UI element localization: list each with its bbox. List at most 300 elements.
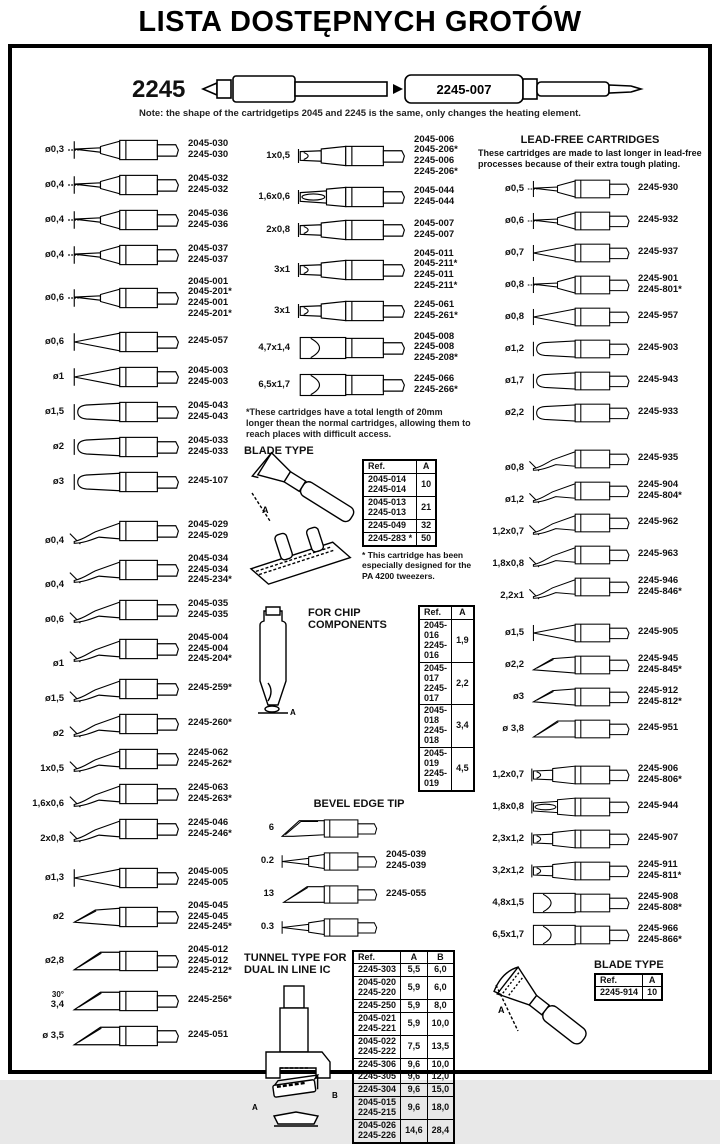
table-header-cell: A [452,606,474,619]
tip-illustration [67,596,183,624]
tip-part-numbers [638,764,682,785]
tip-dimension-label: ø1,5 [44,693,64,705]
tip-part-numbers [188,476,228,487]
part-number: 2245-011 [414,269,454,280]
lead-free-title: LEAD-FREE CARTRIDGES [520,134,660,146]
tip-dimension-label: ø0,4 [44,213,64,225]
lead-free-description: These cartridges are made to last longer in lead-free processes because of their extra tough plating. [478,148,702,169]
table-value-cell: 10,0 [427,1058,454,1071]
tip-part-numbers [638,480,682,501]
catalog-columns [12,132,708,1140]
tip-part-numbers [386,889,426,900]
part-number: 2245-204* [188,653,232,665]
part-number: 2045-206* [414,144,458,156]
tip-dimension-label: ø2,8 [44,955,64,967]
tip-part-numbers [188,945,232,977]
part-number: 2045-030 [188,137,229,149]
tip-dimension-label: 1,6x0,6 [258,190,291,202]
part-number: 2245-262* [188,757,232,769]
tip-illustration [67,745,183,773]
part-number: 2245-263* [188,792,232,804]
blade-type-illustration [244,459,362,599]
tip-row [18,811,240,846]
tip-dimension-label: ø0,6 [44,335,64,347]
part-number: 2245-055 [386,887,427,899]
tip-row [18,513,240,548]
tip-dimension-label: ø2,2 [505,658,525,670]
tip-row [478,475,702,507]
tip-dimension-label: ø3 [52,475,64,487]
tip-illustration [527,336,633,362]
tip-dimension-label: 1,8x0,8 [492,800,525,812]
tip-part-numbers [414,219,454,240]
part-number: 2245-019 [424,767,448,788]
table-value-cell: 21 [417,497,437,520]
tip-row [478,713,702,745]
table-row [353,1058,454,1071]
tip-illustration [527,446,633,472]
part-number: 2045-020 [358,977,397,988]
tip-dimension-label: ø2 [52,440,64,452]
part-number: 2245-933 [638,406,679,418]
table-value-cell: 5,9 [401,1000,428,1013]
tip-row [478,507,702,539]
table-header-cell: Ref. [353,951,401,964]
tip-illustration [277,816,381,841]
part-number: 2245-806* [638,773,682,785]
lead-free-blade-dim-letter: A [498,1004,505,1015]
bevel-edge-items [244,812,474,944]
tip-dimension-label: 1x0,5 [40,763,64,775]
tip-dimension-label: 3x1 [274,264,291,276]
tip-row [18,895,240,939]
tip-illustration [527,652,633,678]
tip-dimension-label: 1,8x0,8 [492,557,525,569]
tip-part-numbers [188,901,232,933]
part-number: 2245-066 [414,372,455,384]
tip-illustration [67,987,183,1015]
tip-part-numbers [188,520,228,541]
tip-illustration [527,368,633,394]
tip-part-numbers [638,723,678,734]
part-number: 2245-062 [188,746,229,758]
tip-part-numbers [188,1030,228,1041]
part-number: 2045-026 [358,1120,397,1130]
tip-dimension-label: ø1,5 [505,626,525,638]
tunnel-type-table [352,950,455,1144]
tip-part-numbers [188,336,228,347]
table-header-cell: A [417,460,437,473]
tip-illustration [67,136,183,164]
blade-dim-letter: A [262,505,269,516]
table-row [353,1071,454,1084]
table-value-cell: 6,0 [427,977,454,1000]
part-number: 2245-246* [188,827,232,839]
part-number: 2045-029 [188,518,229,530]
tip-row [18,860,240,895]
table-header-cell: B [427,951,454,964]
tip-part-numbers [638,343,678,354]
tip-dimension-label: ø3 [512,690,525,702]
part-number: 2245-033 [188,445,229,457]
tip-illustration [527,208,633,234]
tip-part-numbers [188,554,232,586]
part-number: 2245-903 [638,342,679,354]
tip-dimension-label: ø1 [52,658,64,670]
part-number: 2245-846* [638,585,682,597]
tip-illustration [293,183,409,211]
tip-part-numbers [188,209,228,230]
tip-row [244,327,474,368]
tip-part-numbers [188,599,228,620]
table-header-cell: A [401,951,428,964]
part-number: 2245-014 [368,484,407,495]
tip-part-numbers [188,867,228,888]
tip-dimension-label: 2x0,8 [40,833,64,845]
part-number: 2045-012 [188,944,229,956]
part-number: 2045-022 [358,1035,397,1046]
part-number: 2245-906 [638,762,679,774]
tip-row [244,294,474,327]
page-title: LISTA DOSTĘPNYCH GROTÓW [138,6,582,38]
part-number: 2045-004 [188,632,229,644]
part-number: 2245-908 [638,890,679,902]
tip-part-numbers [638,801,678,812]
part-number: 2245-963 [638,548,679,560]
tip-part-numbers [188,718,232,729]
tip-part-numbers [188,244,228,265]
table-ref-cell [353,977,401,1000]
tip-part-numbers [638,833,678,844]
table-row [353,964,454,977]
tip-row [244,180,474,213]
table-ref-cell [419,705,452,748]
tip-dimension-label: 3x1 [274,304,291,316]
part-number: 2045-016 [424,620,448,641]
part-number: 2045-003 [188,364,229,376]
table-row [419,662,474,705]
tip-illustration [527,574,633,600]
tip-dimension-label: 4,7x1,4 [258,341,291,353]
tip-part-numbers [414,332,458,364]
tip-row [478,443,702,475]
tip-illustration [527,922,633,948]
tip-dimension-label: ø1 [52,370,64,382]
part-number: 2245-808* [638,901,682,913]
part-number: 2245-930 [638,182,679,194]
part-number: 2245-036 [188,218,229,230]
tip-part-numbers [638,274,682,295]
tip-illustration [527,684,633,710]
tip-illustration [67,815,183,843]
tip-row [18,548,240,592]
part-number: 2245-215 [358,1107,397,1118]
part-number: 2245-812* [638,695,682,707]
tip-part-numbers [414,249,457,292]
part-number: 2245-007 [414,228,455,240]
tip-dimension-label: ø1,2 [505,493,525,505]
tip-dimension-label: ø0,3 [44,143,64,155]
tip-dimension-label: 2,2x1 [500,589,525,601]
tip-row [18,324,240,359]
tip-row [18,741,240,776]
table-row [353,1084,454,1097]
chip-components-table-wrap [418,605,475,791]
table-row [363,532,436,545]
tip-illustration [527,272,633,298]
tip-part-numbers [414,374,458,395]
tip-dimension-label: ø0,6 [505,214,525,226]
part-number: 2045-014 [368,474,407,485]
tip-illustration [67,556,183,584]
tip-part-numbers [638,576,682,597]
tip-illustration [293,142,409,170]
tip-row [244,878,474,911]
section-gap [18,499,240,513]
part-number: 2245-006 [414,155,455,166]
table-ref-cell [419,620,452,663]
table-ref-cell [595,987,643,1000]
part-number: 2245-261* [414,309,458,321]
part-number: 2245-061 [414,298,455,310]
part-number: 2245-039 [386,860,427,872]
part-number: 2245-951 [638,722,679,734]
part-number: 2045-011 [414,247,454,259]
tip-dimension-label: ø 3,8 [502,722,525,734]
part-number: 2245-107 [188,475,229,487]
section-gap [478,603,702,617]
tip-row [18,429,240,464]
tunnel-type-illustration [244,978,344,1128]
tip-part-numbers [638,375,678,386]
tip-dimension-label: ø2,2 [505,406,525,418]
part-number: 2245-234* [188,574,232,586]
tip-illustration [67,710,183,738]
blade-type-title: BLADE TYPE [244,445,314,458]
tip-dimension-label: ø2 [52,728,64,740]
tip-angle-label: 30° [51,990,64,1000]
tip-dimension-label: ø0,6 [44,614,64,626]
tip-row [18,671,240,706]
part-number: 2245-914 [600,987,639,998]
part-number: 2245-049 [368,519,407,530]
tip-illustration [67,468,183,496]
tip-dimension-label: 4,8x1,5 [492,896,525,908]
part-number: 2245-945 [638,652,679,664]
part-number: 2245-266* [414,383,458,395]
table-ref-cell [363,519,417,532]
tip-part-numbers [638,183,678,194]
table-ref-cell [419,662,452,705]
tip-dimension-label: 2,3x1,2 [492,832,525,844]
tip-dimension-label: 0.2 [260,855,275,867]
section-gap [478,745,702,759]
part-number: 2245-907 [638,832,679,844]
tip-part-numbers [188,366,228,387]
part-number: 2245-032 [188,183,229,195]
table-value-cell: 9,6 [401,1097,428,1120]
blade-type-note: * This cartridge has been especially designed for the PA 4200 tweezers. [362,549,472,581]
part-number: 2245-943 [638,374,679,386]
table-value-cell: 10 [643,987,663,1000]
tip-part-numbers [638,686,682,707]
part-number: 2245-905 [638,626,679,638]
tip-dimension-label: ø0,4 [44,535,64,547]
part-number: 2245-046 [188,816,229,828]
tip-dimension-label: 1,2x0,7 [492,768,525,780]
tip-dimension-label: ø0,5 [505,182,525,194]
tip-row [244,812,474,845]
tip-row [18,394,240,429]
tip-illustration [67,947,183,975]
tip-part-numbers [188,174,228,195]
part-number: 2045-033 [188,434,229,446]
tip-illustration [527,620,633,646]
tip-row [244,911,474,944]
lead-free-blade-type-section [478,957,702,1073]
part-number: 2045-043 [188,399,229,411]
tip-illustration [527,542,633,568]
tip-part-numbers [638,517,678,528]
blade-type-table [362,459,437,546]
table-row [419,705,474,748]
tip-illustration [67,328,183,356]
tip-part-numbers [188,818,232,839]
tip-row [244,213,474,246]
part-number: 2245-250 [358,1000,397,1011]
tip-row [478,173,702,205]
tip-row [478,237,702,269]
tip-part-numbers [188,995,232,1006]
table-ref-cell [353,1000,401,1013]
part-number: 2245-008 [414,341,455,353]
tip-row [478,397,702,429]
chip-dim-letter: A [290,708,296,718]
tip-part-numbers [638,654,682,675]
table-ref-cell [419,747,452,790]
table-ref-cell [363,474,417,497]
part-number: 2245-017 [424,682,448,703]
tip-dimension-label: ø1,2 [505,342,525,354]
part-number: 2045-006 [414,133,455,145]
table-value-cell: 9,6 [401,1084,428,1097]
tip-part-numbers [638,549,678,560]
bevel-edge-section [244,798,474,944]
tip-illustration [67,780,183,808]
part-number: 2245-957 [638,310,679,322]
tip-illustration [527,890,633,916]
table-row [353,1120,454,1143]
section-gap [478,429,702,443]
tip-illustration [527,400,633,426]
tip-row [478,617,702,649]
table-value-cell: 5,9 [401,977,428,1000]
table-row [363,519,436,532]
part-number: 2245-804* [638,489,682,501]
tip-part-numbers [414,135,458,178]
tip-illustration [527,794,633,820]
tip-part-numbers [638,860,681,881]
part-number: 2245-003 [188,375,229,387]
table-row [363,474,436,497]
part-number: 2245-013 [368,506,407,517]
tip-illustration [67,903,183,931]
tip-dimension-label: ø0,7 [505,246,525,258]
tip-dimension-label: 3,2x1,2 [492,864,525,876]
table-value-cell: 7,5 [401,1035,428,1058]
table-value-cell: 1,9 [452,620,474,663]
table-value-cell: 13,5 [427,1035,454,1058]
tip-dimension-label: ø0,8 [505,278,525,290]
table-ref-cell [353,1058,401,1071]
tip-dimension-label: ø1,7 [505,374,525,386]
tip-illustration [67,363,183,391]
tip-illustration [67,635,183,663]
tip-row [478,571,702,603]
part-number: 2045-044 [414,184,455,196]
tip-dimension-label: ø0,4 [44,579,64,591]
part-number: 2245-037 [188,253,229,265]
table-value-cell: 3,4 [452,705,474,748]
part-number: 2245-043 [188,410,229,422]
part-number: 2245-001 [188,297,229,308]
tip-illustration [277,915,381,940]
part-number: 2245-937 [638,246,679,258]
tip-part-numbers [188,748,232,769]
lead-free-blade-title: BLADE TYPE [594,958,664,971]
part-number: 2045-021 [358,1012,397,1023]
chisel-tip-rows [244,132,474,401]
tip-row [18,983,240,1018]
tip-row [478,791,702,823]
tip-row [478,539,702,571]
table-ref-cell [363,532,417,545]
table-value-cell: 15,0 [427,1084,454,1097]
tip-row [18,202,240,237]
content-frame [8,44,712,1140]
tip-row [18,167,240,202]
chip-components-illustration [244,605,302,717]
tip-row [478,205,702,237]
tip-dimension-label: ø0,8 [505,310,525,322]
part-number: 2245-912 [638,684,679,696]
table-header-cell: Ref. [595,974,643,987]
column-standard-round-tips [18,132,240,1062]
tip-part-numbers [638,247,678,258]
tip-row [18,706,240,741]
chip-components-table [418,605,475,791]
part-number: 2045-018 [424,705,448,726]
part-number: 2245-012 [188,954,229,966]
part-number: 2245-306 [358,1058,397,1069]
tip-row [18,464,240,499]
tip-illustration [67,206,183,234]
section-gap [18,846,240,860]
tip-row [244,132,474,180]
table-header-cell: Ref. [363,460,417,473]
part-number: 2245-801* [638,283,682,295]
part-number: 2245-932 [638,214,679,226]
tip-illustration [67,675,183,703]
tip-illustration [527,510,633,536]
part-number: 2045-034 [188,553,229,565]
tip-dimension-label: 13 [263,888,275,900]
bevel-edge-title: BEVEL EDGE TIP [313,797,405,810]
tip-illustration [67,433,183,461]
header-note: Note: the shape of the cartridgetips 2045 and 2245 is the same, only changes the heating element. [139,108,581,119]
tip-row [18,132,240,167]
table-header-cell: Ref. [419,606,452,619]
